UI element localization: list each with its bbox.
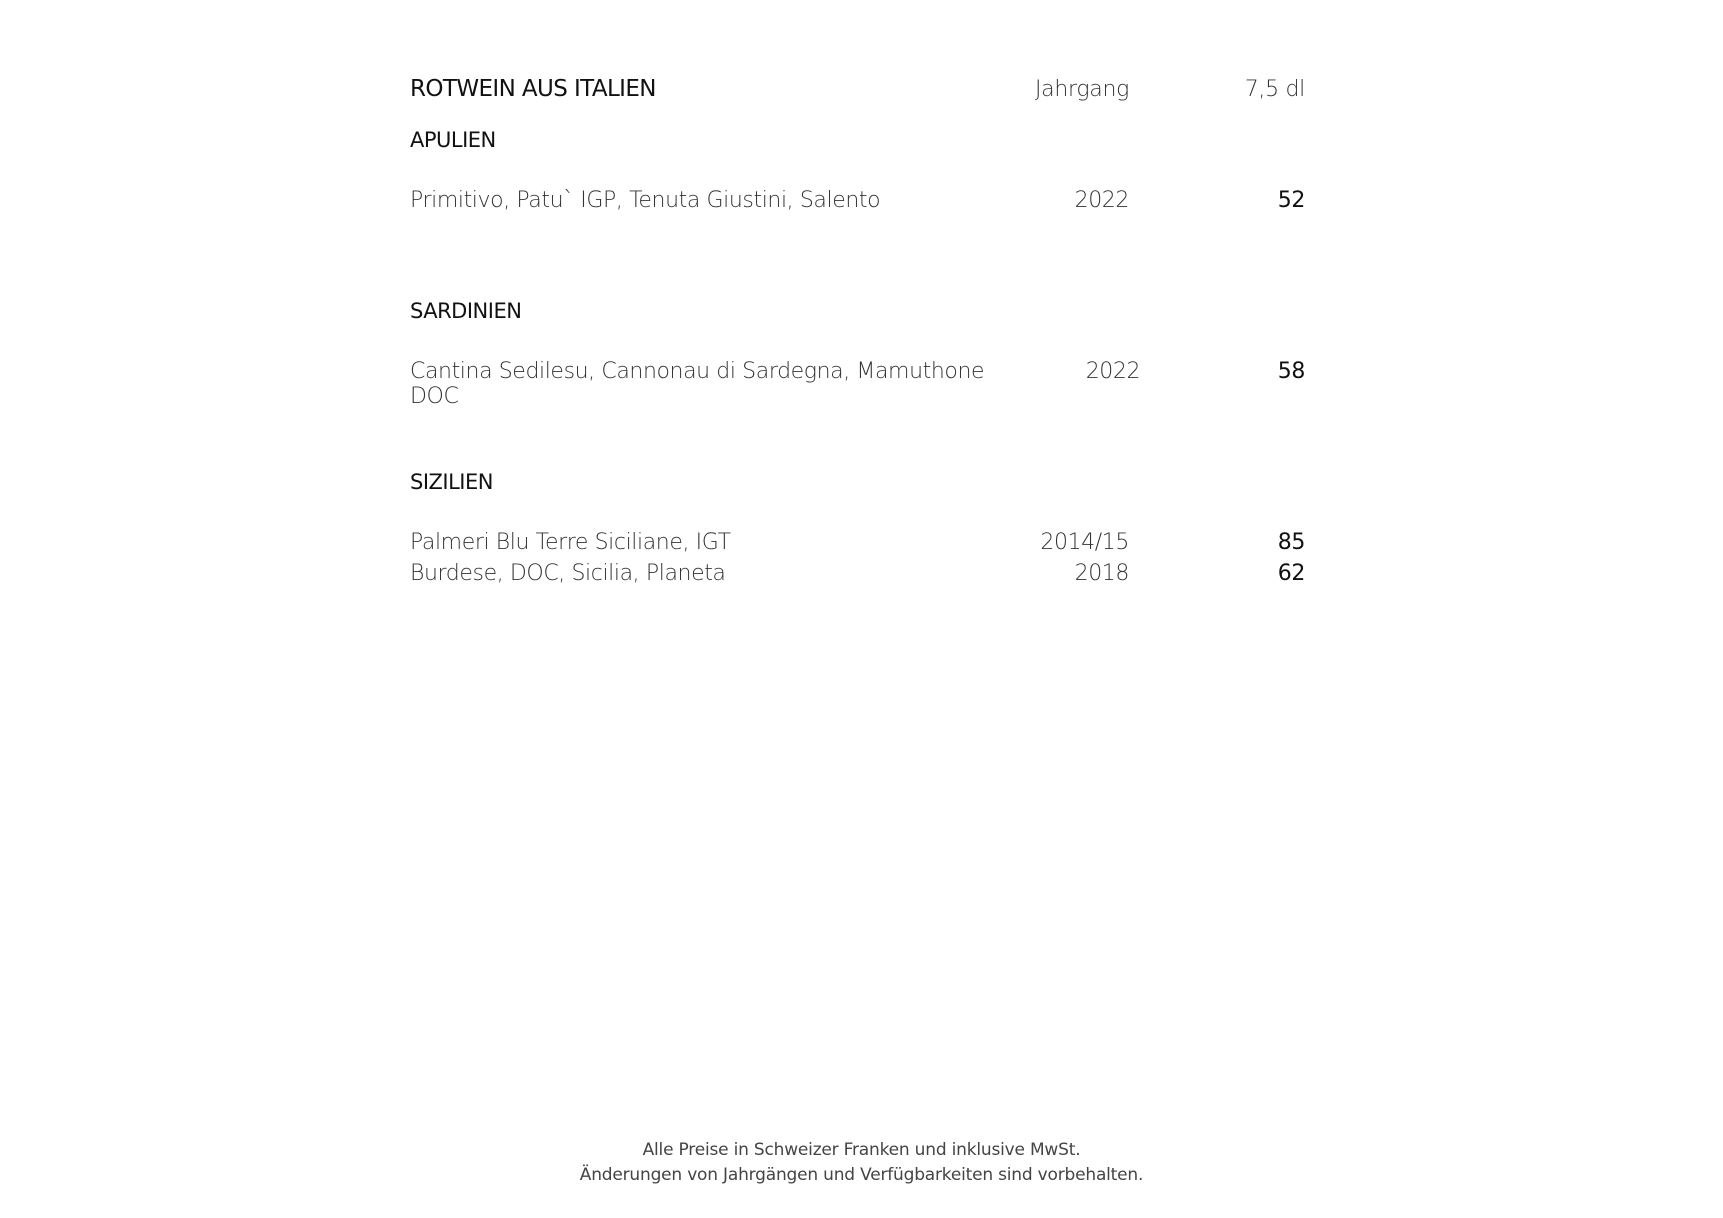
footer-line-disclaimer: Änderungen von Jahrgängen und Verfügbarkeiten sind vorbehalten. xyxy=(579,1165,1144,1185)
year-column-header: Jahrgang xyxy=(1034,77,1129,102)
menu-header xyxy=(410,76,1305,112)
wine-list-sizilien xyxy=(410,530,1305,592)
wine-name: Cantina Sedilesu, Cannonau di Sardegna, Mamuthone DOC xyxy=(410,359,985,409)
wine-name: Primitivo, Patu` IGP, Tenuta Giustini, Salento xyxy=(410,188,881,213)
region-heading-sizilien: SIZILIEN xyxy=(410,470,493,494)
wine-year: 2018 xyxy=(1074,561,1129,586)
wine-list-sardinien xyxy=(410,359,1305,409)
wine-name: Burdese, DOC, Sicilia, Planeta xyxy=(410,561,726,586)
wine-row xyxy=(410,359,1305,409)
wine-menu xyxy=(410,76,1305,592)
footer-line-currency: Alle Preise in Schweizer Franken und inklusive MwSt. xyxy=(642,1140,1081,1160)
wine-row xyxy=(410,561,1305,592)
wine-year: 2022 xyxy=(1074,188,1129,213)
wine-price: 58 xyxy=(1277,359,1305,384)
price-footer-note xyxy=(0,1138,1723,1188)
wine-price: 85 xyxy=(1277,530,1305,555)
wine-year: 2014/15 xyxy=(1040,530,1129,555)
region-heading-sardinien: SARDINIEN xyxy=(410,299,522,323)
wine-row xyxy=(410,530,1305,561)
menu-title: ROTWEIN AUS ITALIEN xyxy=(410,76,656,102)
wine-price: 52 xyxy=(1277,188,1305,213)
wine-row xyxy=(410,188,1305,219)
wine-list-apulien xyxy=(410,188,1305,219)
region-heading-apulien: APULIEN xyxy=(410,128,496,152)
wine-price: 62 xyxy=(1277,561,1305,586)
wine-name: Palmeri Blu Terre Siciliane, IGT xyxy=(410,530,731,555)
price-column-header: 7,5 dl xyxy=(1244,77,1305,102)
wine-year: 2022 xyxy=(1085,359,1141,384)
